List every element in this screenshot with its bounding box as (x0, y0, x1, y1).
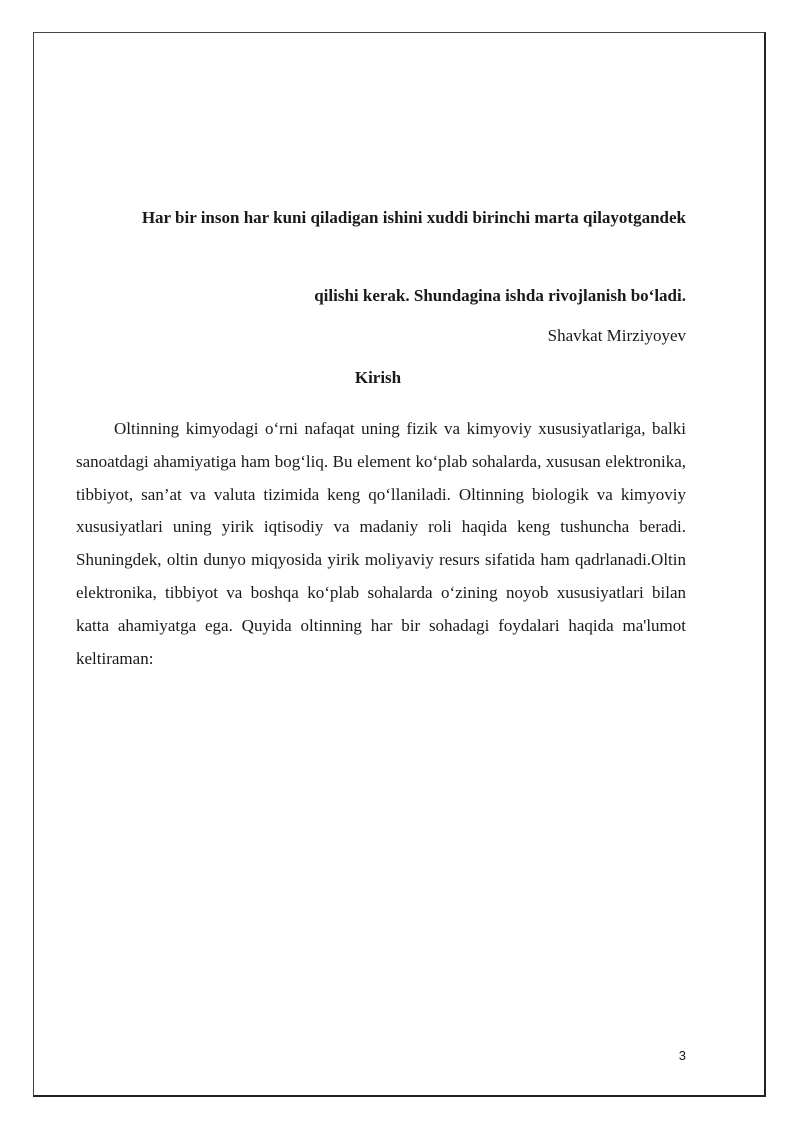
epigraph-author: Shavkat Mirziyoyev (547, 326, 686, 345)
epigraph-line-1: Har bir inson har kuni qiladigan ishini xuddi birinchi marta qilayotgandek (141, 208, 686, 227)
section-title: Kirish (354, 368, 402, 387)
epigraph-line-2: qilishi kerak. Shundagina ishda rivojlanish bo‘ladi. (314, 286, 686, 305)
intro-paragraph: Oltinning kimyodagi o‘rni nafaqat uning fizik va kimyoviy xususiyatlariga, balki sanoatdagi ahamiyatiga ham bog‘liq. Bu element ko‘plab sohalarda, xususan elektronika, tibbiyot, san’at va valuta tizimida keng qo‘llaniladi. Oltinning biologik va kimyoviy xususiyatlari uning yirik iqtisodiy va madaniy roli haqida keng tushuncha beradi. Shuningdek, oltin dunyo miqyosida yirik moliyaviy resurs sifatida ham qadrlanadi.Oltin elektronika, tibbiyot va boshqa ko‘plab sohalarda o‘zining noyob xususiyatlari bilan katta ahamiyatga ega. Quyida oltinning har bir sohadagi foydalari haqida ma'lumot keltiraman: (76, 419, 686, 668)
page-number: 3 (678, 1048, 686, 1063)
